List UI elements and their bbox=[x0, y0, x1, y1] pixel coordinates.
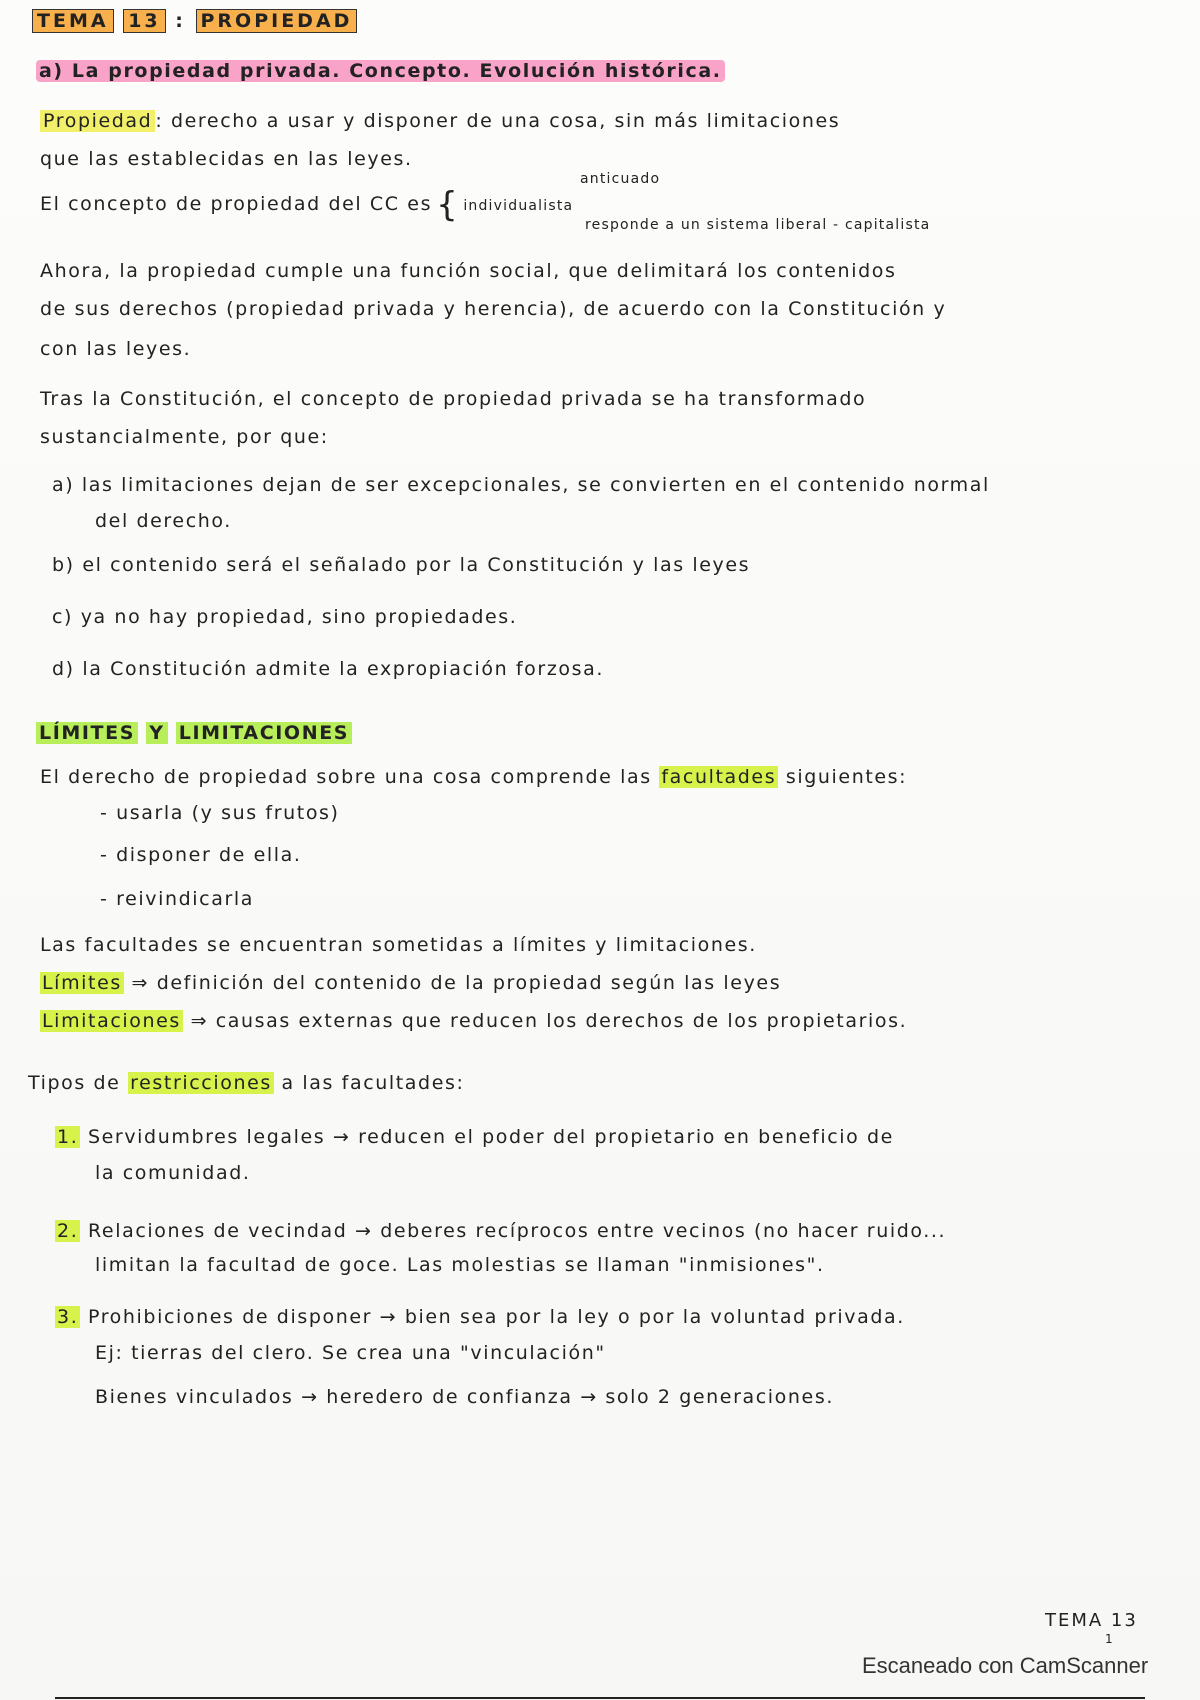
tema-number: 13 bbox=[123, 9, 165, 33]
facultad-item: - usarla (y sus frutos) bbox=[100, 802, 340, 824]
para6-line: Tipos de restricciones a las facultades: bbox=[28, 1072, 465, 1094]
limites-definition: Límites ⇒ definición del contenido de la propiedad según las leyes bbox=[42, 972, 782, 994]
scanner-watermark: Escaneado con CamScanner bbox=[862, 1653, 1149, 1678]
bottom-rule bbox=[55, 1697, 1145, 1699]
para2-line3: con las leyes. bbox=[40, 338, 192, 360]
para4-line: El derecho de propiedad sobre una cosa comprende las facultades siguientes: bbox=[40, 766, 908, 788]
cc-line: El concepto de propiedad del CC es { individualista bbox=[40, 185, 574, 225]
header-separator: : bbox=[175, 10, 186, 32]
page-number: 1 bbox=[1105, 1632, 1113, 1646]
para5-line1: Las facultades se encuentran sometidas a límites y limitaciones. bbox=[40, 934, 757, 956]
cc-option-1: anticuado bbox=[580, 171, 661, 187]
para2-line2: de sus derechos (propiedad privada y herencia), de acuerdo con la Constitución y bbox=[40, 298, 947, 320]
section2-heading: LÍMITES Y LIMITACIONES bbox=[36, 720, 1176, 746]
limitaciones-definition: Limitaciones ⇒ causas externas que reducen los derechos de los propietarios. bbox=[42, 1010, 908, 1032]
para1-line1: Propiedad : derecho a usar y disponer de una cosa, sin más limitaciones bbox=[40, 108, 1180, 134]
facultad-item: - reivindicarla bbox=[100, 888, 254, 910]
list-item-a-cont: del derecho. bbox=[95, 510, 232, 532]
cc-option-3: responde a un sistema liberal - capitalista bbox=[585, 217, 931, 233]
restriction-item-3-cont: Ej: tierras del clero. Se crea una "vinculación" bbox=[95, 1342, 606, 1364]
brace-icon: { bbox=[436, 185, 460, 225]
tema-label: TEMA bbox=[32, 9, 114, 33]
list-item-b: b) el contenido será el señalado por la Constitución y las leyes bbox=[52, 554, 751, 576]
list-item-c: c) ya no hay propiedad, sino propiedades. bbox=[52, 606, 518, 628]
term-propiedad: Propiedad bbox=[40, 110, 155, 132]
restriction-item-2: 2. Relaciones de vecindad → deberes recíprocos entre vecinos (no hacer ruido... bbox=[57, 1220, 947, 1242]
restriction-item-1-cont: la comunidad. bbox=[95, 1162, 251, 1184]
para3-line1: Tras la Constitución, el concepto de propiedad privada se ha transformado bbox=[40, 388, 867, 410]
para2-line1: Ahora, la propiedad cumple una función social, que delimitará los contenidos bbox=[40, 260, 897, 282]
para3-line2: sustancialmente, por que: bbox=[40, 426, 329, 448]
restriction-item-1: 1. Servidumbres legales → reducen el poder del propietario en beneficio de bbox=[57, 1126, 894, 1148]
list-item-d: d) la Constitución admite la expropiación forzosa. bbox=[52, 658, 604, 680]
facultad-item: - disponer de ella. bbox=[100, 844, 302, 866]
page-header bbox=[32, 8, 1172, 34]
section1-heading: a) La propiedad privada. Concepto. Evolución histórica. bbox=[36, 58, 1176, 84]
term-facultades: facultades bbox=[661, 766, 777, 788]
list-item-a: a) las limitaciones dejan de ser excepcionales, se convierten en el contenido normal bbox=[52, 474, 990, 496]
cc-option-2: individualista bbox=[463, 198, 574, 214]
term-restricciones: restricciones bbox=[130, 1072, 272, 1094]
bienes-vinculados-line: Bienes vinculados → heredero de confianza → solo 2 generaciones. bbox=[95, 1386, 834, 1408]
tema-title: PROPIEDAD bbox=[196, 9, 358, 33]
restriction-item-3: 3. Prohibiciones de disponer → bien sea por la ley o por la voluntad privada. bbox=[57, 1306, 905, 1328]
restriction-item-2-cont: limitan la facultad de goce. Las molestias se llaman "inmisiones". bbox=[95, 1254, 825, 1276]
para1-line2: que las establecidas en las leyes. bbox=[40, 148, 413, 170]
footer-tema: TEMA 13 bbox=[1045, 1610, 1138, 1631]
